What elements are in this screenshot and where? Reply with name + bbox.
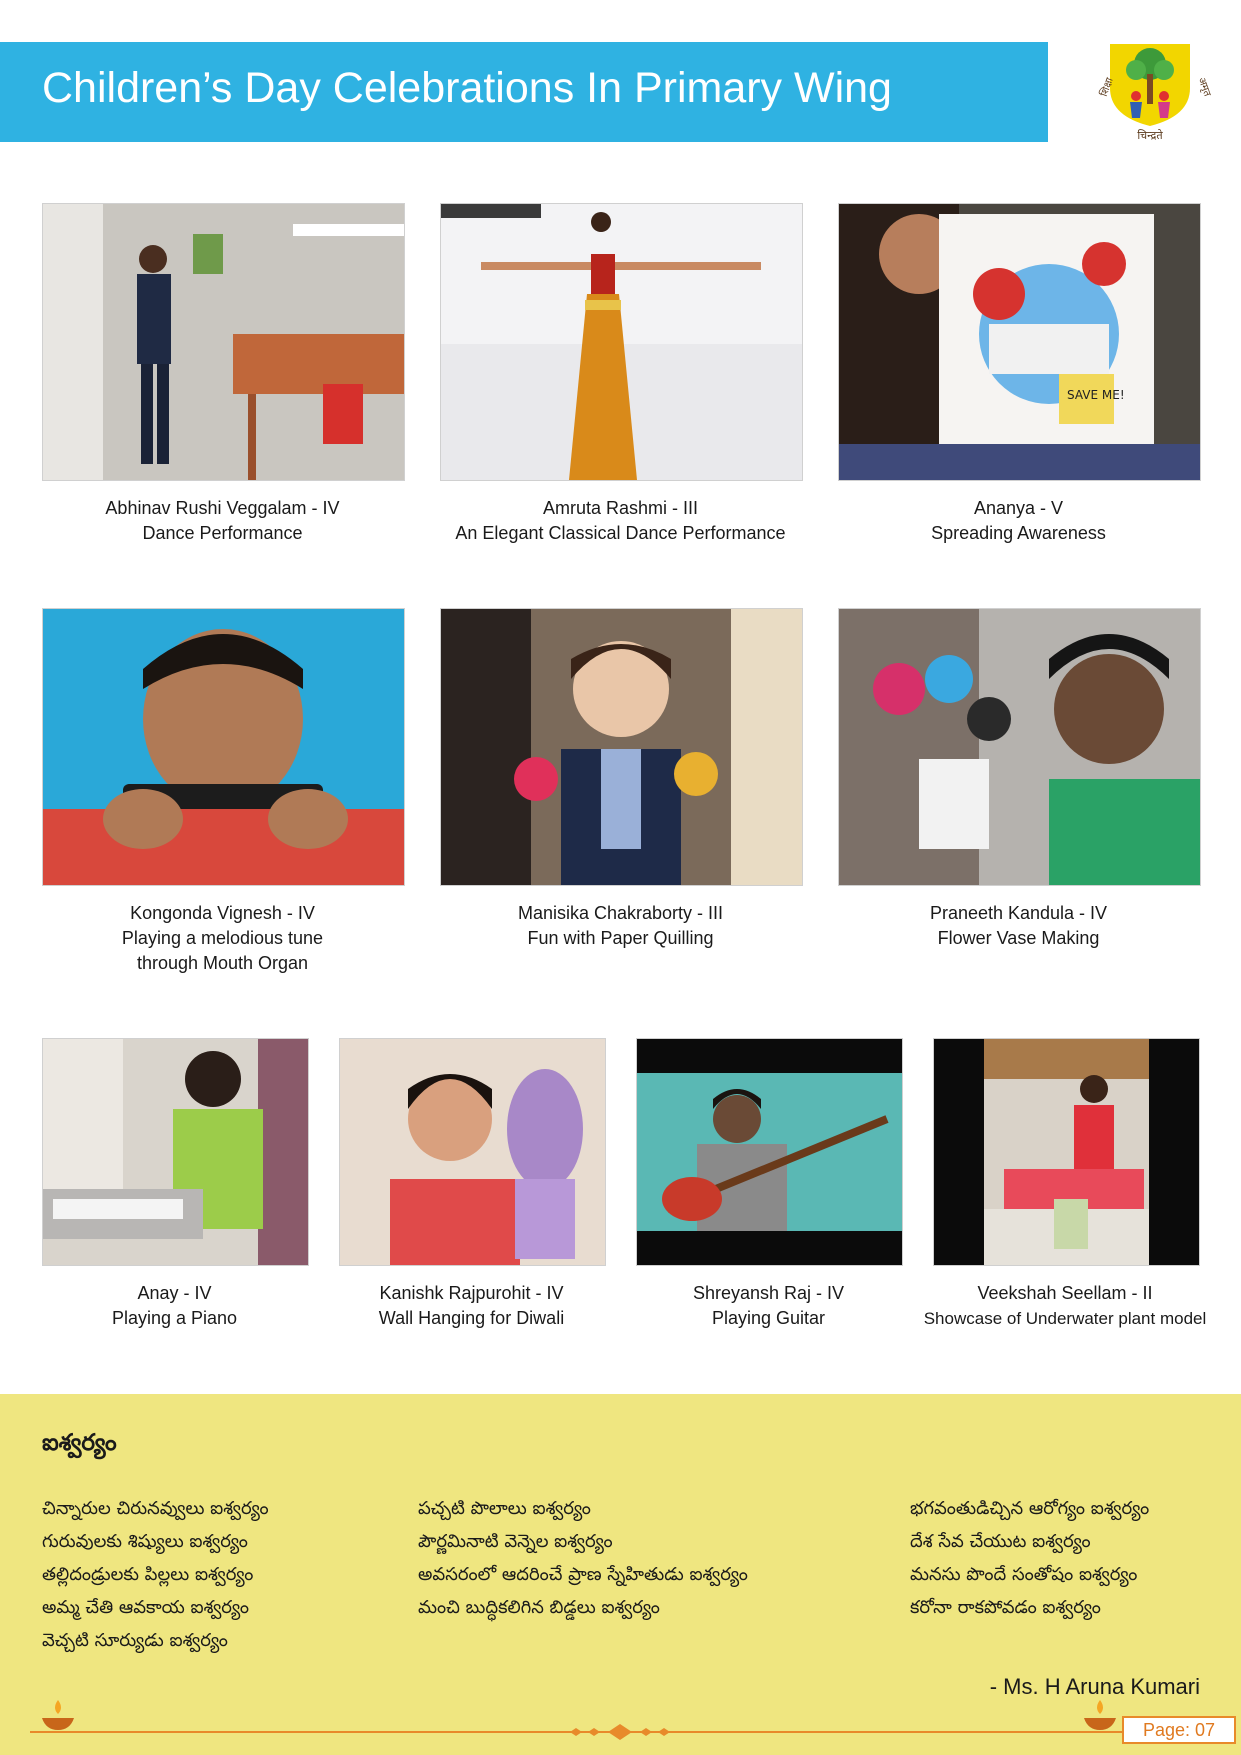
student-name: Manisika Chakraborty - III bbox=[517, 903, 724, 923]
diya-lamp-icon bbox=[1082, 1698, 1118, 1732]
diamond-ornament-icon bbox=[560, 1722, 680, 1742]
activity-line: through Mouth Organ bbox=[136, 953, 309, 973]
photo-kongonda-mouth-organ bbox=[42, 608, 405, 886]
activity-line: Playing Guitar bbox=[711, 1308, 826, 1328]
poem-line: పచ్చటి పొలాలు ఐశ్వర్యం bbox=[418, 1498, 591, 1519]
activity-line: Fun with Paper Quilling bbox=[527, 928, 714, 948]
caption-ananya bbox=[838, 496, 1199, 546]
poem-line: మనసు పొందే సంతోషం ఐశ్వర్యం bbox=[910, 1564, 1138, 1585]
logo-caption: चिन्द्रते bbox=[1137, 129, 1163, 142]
activity-line: Playing a melodious tune bbox=[121, 928, 324, 948]
student-name: Anay - IV bbox=[137, 1283, 212, 1303]
poem-line: కరోనా రాకపోవడం ఐశ్వర్యం bbox=[910, 1597, 1101, 1618]
poem-line: అవసరంలో ఆదరించే ప్రాణ స్నేహితుడు ఐశ్వర్యం bbox=[418, 1564, 748, 1585]
activity-line: Showcase of Underwater plant model bbox=[923, 1309, 1207, 1328]
student-name: Kanishk Rajpurohit - IV bbox=[379, 1283, 564, 1303]
activity-line: An Elegant Classical Dance Performance bbox=[455, 523, 786, 543]
header-banner bbox=[0, 42, 1048, 142]
poem-line: గురువులకు శిష్యులు ఐశ్వర్యం bbox=[42, 1531, 248, 1552]
caption-shreyansh bbox=[606, 1281, 931, 1331]
photo-kanishk-wall-hanging bbox=[339, 1038, 606, 1266]
tree-logo-icon bbox=[1096, 36, 1213, 128]
poem-column-1 bbox=[42, 1492, 269, 1657]
student-name: Ananya - V bbox=[973, 498, 1064, 518]
student-name: Praneeth Kandula - IV bbox=[929, 903, 1108, 923]
poem-line: మంచి బుద్ధికలిగిన బిడ్డలు ఐశ్వర్యం bbox=[418, 1597, 660, 1618]
poem-line: భగవంతుడిచ్చిన ఆరోగ్యం ఐశ్వర్యం bbox=[910, 1498, 1150, 1519]
poem-column-3 bbox=[910, 1492, 1149, 1624]
activity-line: Flower Vase Making bbox=[937, 928, 1100, 948]
poem-author: - Ms. H Aruna Kumari bbox=[989, 1674, 1200, 1699]
activity-line: Playing a Piano bbox=[111, 1308, 238, 1328]
activity-line: Dance Performance bbox=[142, 523, 303, 543]
student-name: Abhinav Rushi Veggalam - IV bbox=[105, 498, 340, 518]
caption-kongonda bbox=[42, 901, 403, 976]
activity-line: Wall Hanging for Diwali bbox=[378, 1308, 565, 1328]
photo-anay-piano bbox=[42, 1038, 309, 1266]
photo-abhinav-dance bbox=[42, 203, 405, 481]
poem-line: చిన్నారుల చిరునవ్వులు ఐశ్వర్యం bbox=[42, 1498, 269, 1519]
student-name: Amruta Rashmi - III bbox=[542, 498, 699, 518]
caption-veekshah bbox=[895, 1281, 1235, 1331]
poem-line: పౌర్ణమినాటి వెన్నెల ఐశ్వర్యం bbox=[418, 1531, 613, 1552]
photo-praneeth-flower-vase bbox=[838, 608, 1201, 886]
student-name: Kongonda Vignesh - IV bbox=[130, 903, 315, 923]
caption-abhinav bbox=[42, 496, 403, 546]
caption-praneeth bbox=[838, 901, 1199, 951]
svg-text:शिक्षा: शिक्षा bbox=[1098, 76, 1116, 99]
poem-line: అమ్మ చేతి ఆవకాయ ఐశ్వర్యం bbox=[42, 1597, 249, 1618]
photo-ananya-awareness bbox=[838, 203, 1201, 481]
page-number-badge: Page: 07 bbox=[1122, 1716, 1236, 1744]
poem-line: దేశ సేవ చేయుట ఐశ్వర్యం bbox=[910, 1531, 1091, 1552]
page-title: Children’s Day Celebrations In Primary Wing bbox=[42, 64, 892, 112]
caption-amruta bbox=[440, 496, 801, 546]
photo-shreyansh-guitar bbox=[636, 1038, 903, 1266]
poem-column-2 bbox=[418, 1492, 748, 1624]
poem-line: వెచ్చటి సూర్యుడు ఐశ్వర్యం bbox=[42, 1630, 228, 1651]
photo-amruta-classical-dance bbox=[440, 203, 803, 481]
caption-kanishk bbox=[309, 1281, 634, 1331]
svg-text:अमृत: अमृत bbox=[1195, 76, 1213, 99]
caption-manisika bbox=[440, 901, 801, 951]
diya-lamp-icon bbox=[40, 1698, 76, 1732]
poem-title: ఐశ్వర్యం bbox=[42, 1430, 117, 1456]
poem-line: తల్లిదండ్రులకు పిల్లలు ఐశ్వర్యం bbox=[42, 1564, 254, 1585]
photo-manisika-quilling bbox=[440, 608, 803, 886]
student-name: Veekshah Seellam - II bbox=[977, 1283, 1153, 1303]
student-name: Shreyansh Raj - IV bbox=[692, 1283, 845, 1303]
school-logo bbox=[1096, 36, 1213, 146]
caption-anay bbox=[12, 1281, 337, 1331]
activity-line: Spreading Awareness bbox=[931, 523, 1106, 543]
poem-panel bbox=[0, 1394, 1241, 1755]
svg-text:SAVE ME!: SAVE ME! bbox=[1067, 388, 1125, 402]
photo-veekshah-plant-model bbox=[933, 1038, 1200, 1266]
